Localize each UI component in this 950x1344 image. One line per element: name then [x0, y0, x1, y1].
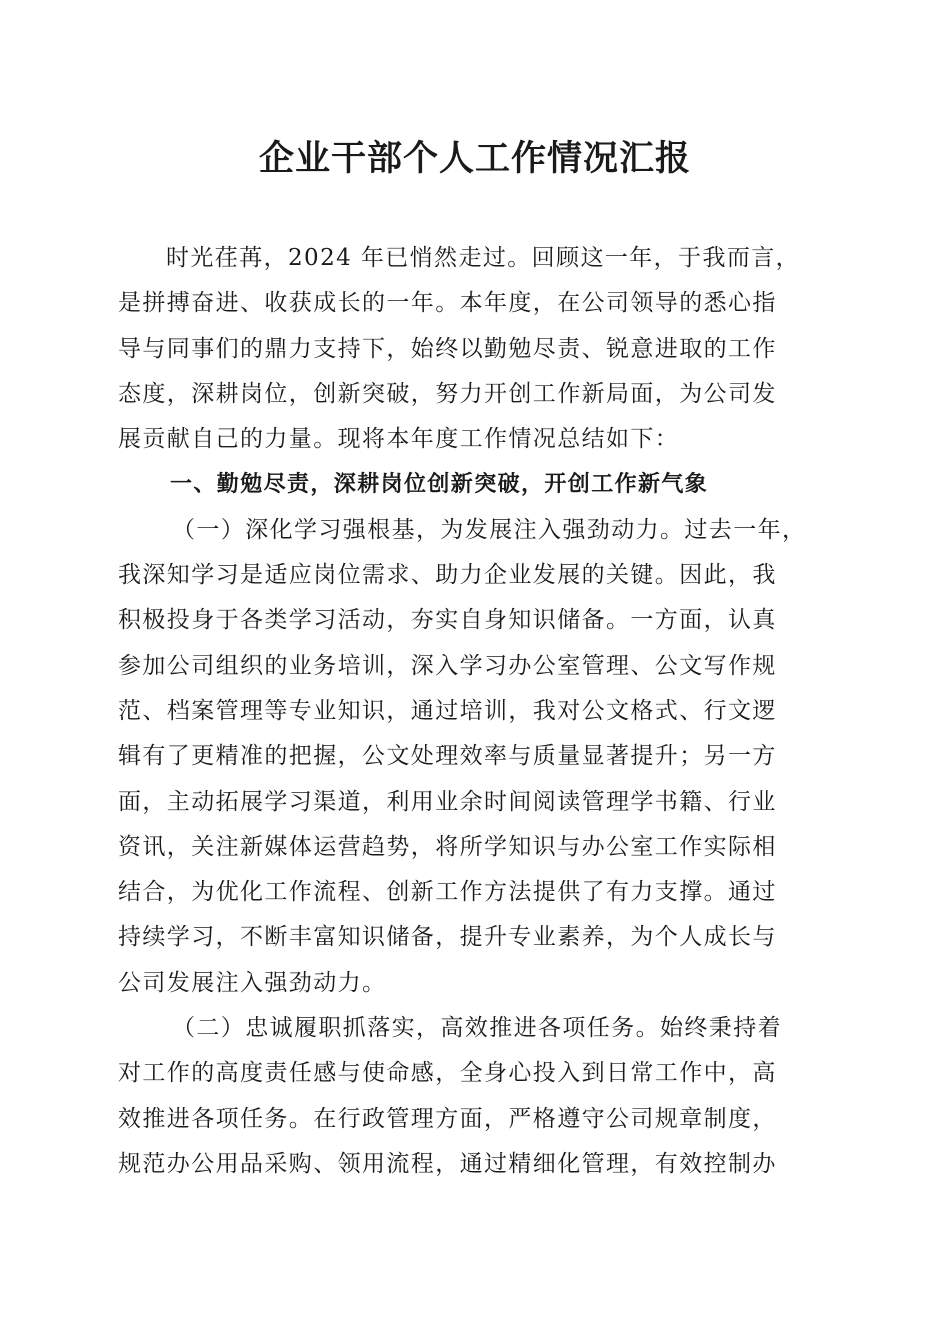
paragraph-line: 面，主动拓展学习渠道，利用业余时间阅读管理学书籍、行业 — [118, 788, 777, 815]
paragraph-line: 积极投身于各类学习活动，夯实自身知识储备。一方面，认真 — [118, 607, 777, 634]
paragraph-line: 导与同事们的鼎力支持下，始终以勤勉尽责、锐意进取的工作 — [118, 335, 777, 362]
paragraph-line: 辑有了更精准的把握，公文处理效率与质量显著提升；另一方 — [118, 743, 777, 770]
paragraph-line: 我深知学习是适应岗位需求、助力企业发展的关键。因此，我 — [118, 562, 777, 589]
section-heading: 一、勤勉尽责，深耕岗位创新突破，开创工作新气象 — [170, 472, 709, 498]
subsection-line: （二）忠诚履职抓落实，高效推进各项任务。始终秉持着 — [172, 1015, 782, 1042]
paragraph-line: 资讯，关注新媒体运营趋势，将所学知识与办公室工作实际相 — [118, 833, 777, 860]
paragraph-line: 公司发展注入强劲动力。 — [118, 969, 387, 996]
paragraph-line: 效推进各项任务。在行政管理方面，严格遵守公司规章制度， — [118, 1105, 777, 1132]
paragraph-line: 持续学习，不断丰富知识储备，提升专业素养，为个人成长与 — [118, 924, 777, 951]
paragraph-line: 是拼搏奋进、收获成长的一年。本年度，在公司领导的悉心指 — [118, 290, 777, 317]
document-body — [118, 236, 830, 1187]
subsection-line: （一）深化学习强根基，为发展注入强劲动力。过去一年， — [172, 516, 807, 543]
paragraph-line: 范、档案管理等专业知识，通过培训，我对公文格式、行文逻 — [118, 697, 777, 724]
paragraph-line: 参加公司组织的业务培训，深入学习办公室管理、公文写作规 — [118, 652, 777, 679]
paragraph-line: 展贡献自己的力量。现将本年度工作情况总结如下： — [118, 426, 680, 453]
paragraph-line: 时光荏苒，2024 年已悄然走过。回顾这一年，于我而言， — [166, 245, 801, 271]
paragraph-line: 结合，为优化工作流程、创新工作方法提供了有力支撑。通过 — [118, 879, 777, 906]
document-title: 企业干部个人工作情况汇报 — [258, 138, 691, 179]
paragraph-line: 态度，深耕岗位，创新突破，努力开创工作新局面，为公司发 — [118, 380, 777, 407]
paragraph-line: 对工作的高度责任感与使命感，全身心投入到日常工作中，高 — [118, 1060, 777, 1087]
paragraph-line: 规范办公用品采购、领用流程，通过精细化管理，有效控制办 — [118, 1150, 777, 1177]
